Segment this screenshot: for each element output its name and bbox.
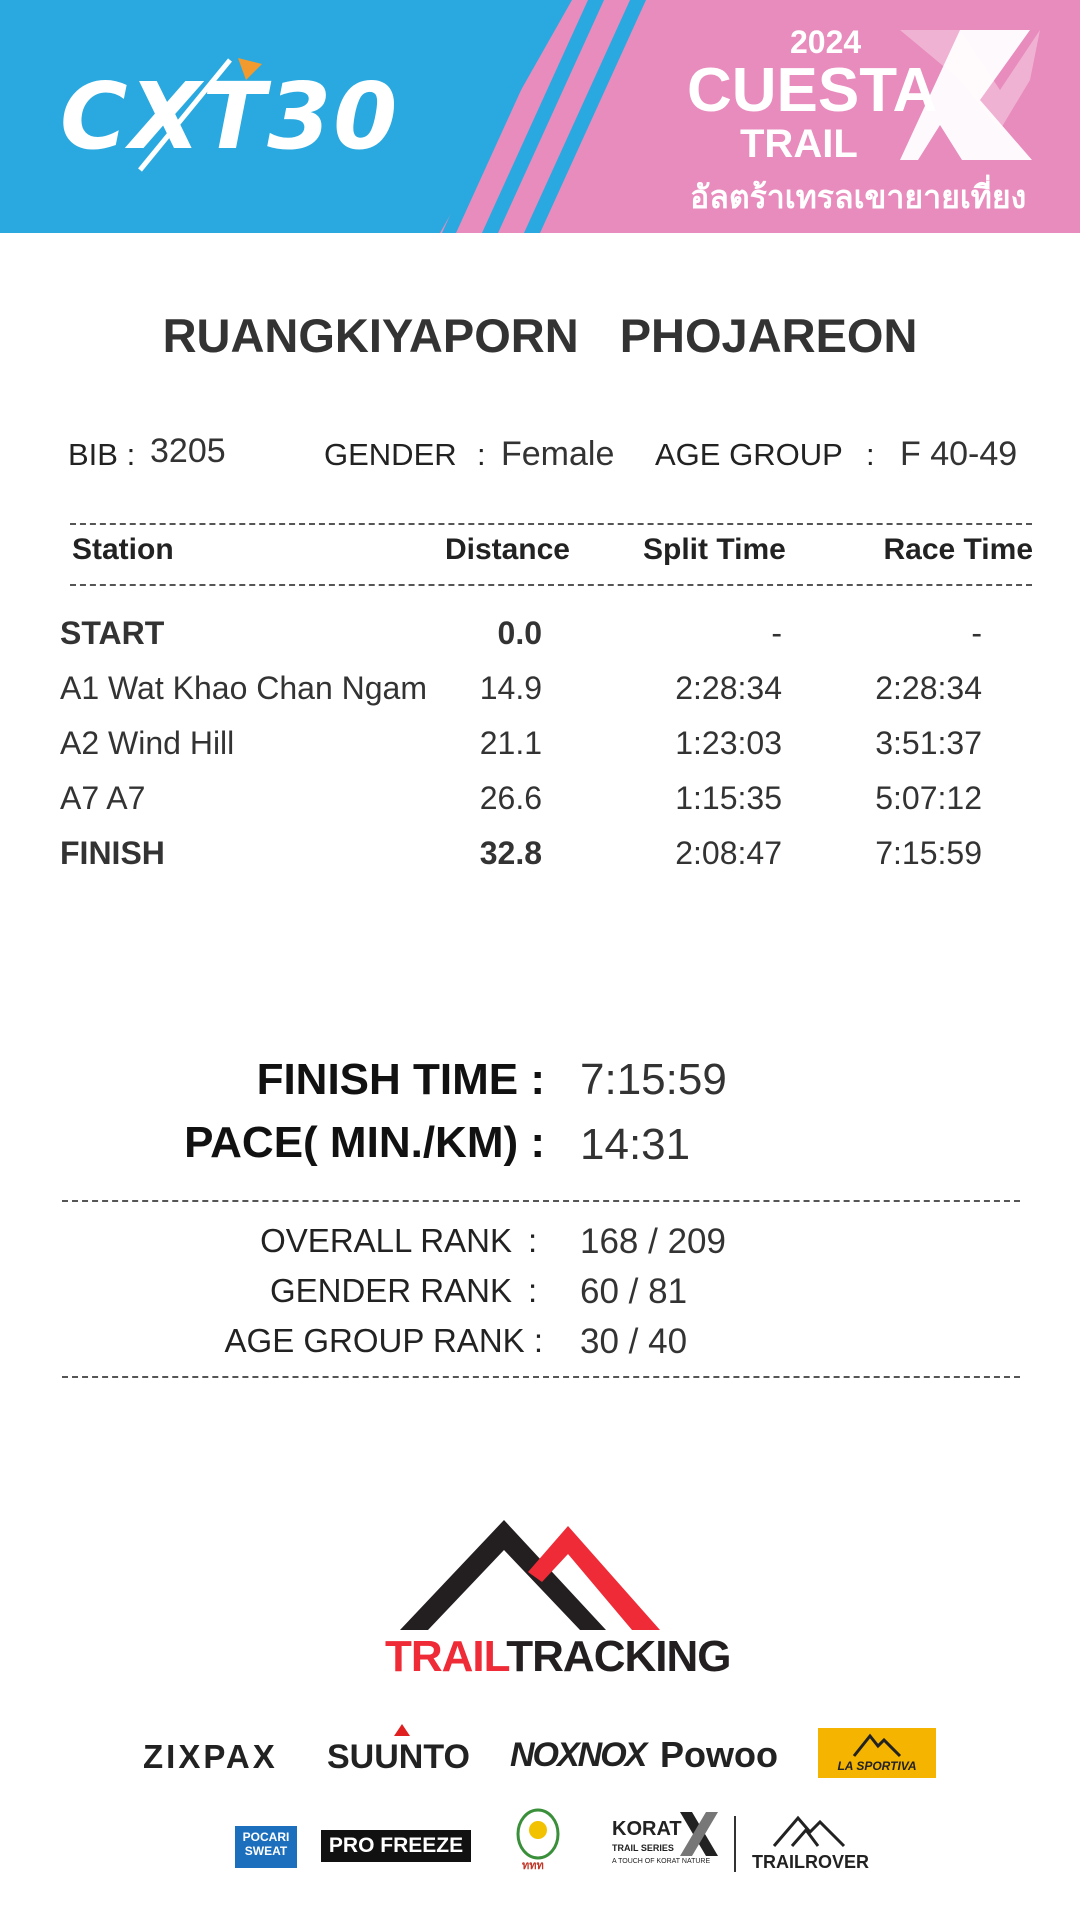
korat-tagline: A TOUCH OF KORAT NATURE xyxy=(612,1858,711,1865)
gender-rank-colon: : xyxy=(528,1272,538,1309)
korat-trail-series: TRAIL SERIES xyxy=(612,1843,674,1853)
event-name-trail: TRAIL xyxy=(740,122,858,166)
suunto-triangle-icon xyxy=(394,1724,410,1736)
row-station: A2 Wind Hill xyxy=(60,725,235,761)
trailtracking-logo xyxy=(385,1632,730,1682)
korat-x-icon xyxy=(680,1812,718,1856)
col-header-station: Station xyxy=(72,533,174,566)
age-group-label: AGE GROUP xyxy=(655,437,843,472)
event-thai-name: อัลตร้าเทรลเขายายเที่ยง xyxy=(690,178,1027,216)
row-split: - xyxy=(771,615,782,651)
event-name: CUESTA xyxy=(687,56,938,125)
overall-rank-value: 168 / 209 xyxy=(580,1222,726,1261)
col-header-distance: Distance xyxy=(444,533,570,566)
event-year: 2024 xyxy=(790,24,862,60)
noxnox-logo: NOXNOX xyxy=(510,1736,646,1774)
row-station: A1 Wat Khao Chan Ngam xyxy=(60,670,427,706)
col-header-race: Race Time xyxy=(883,533,1033,566)
age-group-colon: : xyxy=(866,437,875,472)
row-distance: 0.0 xyxy=(497,615,542,651)
age-group-rank-value: 30 / 40 xyxy=(580,1322,688,1361)
gender-rank-value: 60 / 81 xyxy=(580,1272,688,1311)
row-race: 3:51:37 xyxy=(875,725,982,761)
zixpax-logo: ZIXPAX xyxy=(143,1738,278,1775)
sponsor-divider xyxy=(734,1816,736,1872)
trailtracking-mountain-icon xyxy=(400,1520,680,1638)
row-split: 2:28:34 xyxy=(675,670,782,706)
trailrover-logo: TRAILROVER xyxy=(752,1852,869,1872)
row-distance: 21.1 xyxy=(479,725,542,761)
gender-colon: : xyxy=(477,437,486,472)
row-station: FINISH xyxy=(60,835,165,871)
row-race: 5:07:12 xyxy=(875,780,982,816)
la-sportiva-logo-box xyxy=(818,1728,936,1778)
finish-time-value: 7:15:59 xyxy=(580,1055,727,1104)
powoo-logo: Powoo xyxy=(660,1734,778,1775)
row-race: 2:28:34 xyxy=(875,670,982,706)
row-station: A7 A7 xyxy=(60,780,146,816)
gender-label: GENDER xyxy=(324,437,457,472)
row-station: START xyxy=(60,615,165,651)
trailtracking-logo-trail: TRAIL xyxy=(385,1632,507,1681)
row-split: 2:08:47 xyxy=(675,835,782,871)
row-split: 1:15:35 xyxy=(675,780,782,816)
trailrover-mountain-icon xyxy=(772,1812,846,1848)
overall-rank-label: OVERALL RANK xyxy=(260,1222,512,1259)
gender-rank-label: GENDER RANK xyxy=(269,1272,512,1309)
tat-label: ททท xyxy=(522,1859,544,1872)
divider xyxy=(70,523,1032,525)
pro-freeze-logo: PRO FREEZE xyxy=(321,1830,471,1862)
bib-label: BIB : xyxy=(68,437,136,472)
row-race: - xyxy=(971,615,982,651)
bib-value: 3205 xyxy=(150,432,226,470)
la-sportiva-logo: LA SPORTIVA xyxy=(837,1759,917,1773)
row-distance: 26.6 xyxy=(479,780,542,816)
gender-value: Female xyxy=(501,435,615,473)
pace-label: PACE( MIN./KM) : xyxy=(184,1118,545,1167)
korat-logo: KORAT xyxy=(612,1818,682,1840)
pocari-sweat-logo: POCARI SWEAT xyxy=(235,1826,297,1868)
divider xyxy=(70,584,1032,586)
row-distance: 32.8 xyxy=(479,835,542,871)
mountain-icon xyxy=(852,1732,902,1758)
row-split: 1:23:03 xyxy=(675,725,782,761)
runner-name: RUANGKIYAPORN PHOJAREON xyxy=(162,309,918,362)
event-banner xyxy=(0,0,1080,233)
overall-rank-colon: : xyxy=(528,1222,538,1259)
row-race: 7:15:59 xyxy=(875,835,982,871)
divider xyxy=(62,1376,1020,1378)
age-group-value: F 40-49 xyxy=(900,435,1018,473)
cxt30-logo: CXT30 xyxy=(60,63,400,170)
col-header-split: Split Time xyxy=(643,533,786,566)
divider xyxy=(62,1200,1020,1202)
trailtracking-logo-tracking: TRACKING xyxy=(506,1632,731,1681)
age-group-rank-label: AGE GROUP RANK : xyxy=(224,1322,543,1359)
row-distance: 14.9 xyxy=(479,670,542,706)
pace-value: 14:31 xyxy=(580,1120,691,1169)
suunto-logo: SUUNTO xyxy=(327,1738,470,1776)
finish-time-label: FINISH TIME : xyxy=(256,1055,545,1104)
